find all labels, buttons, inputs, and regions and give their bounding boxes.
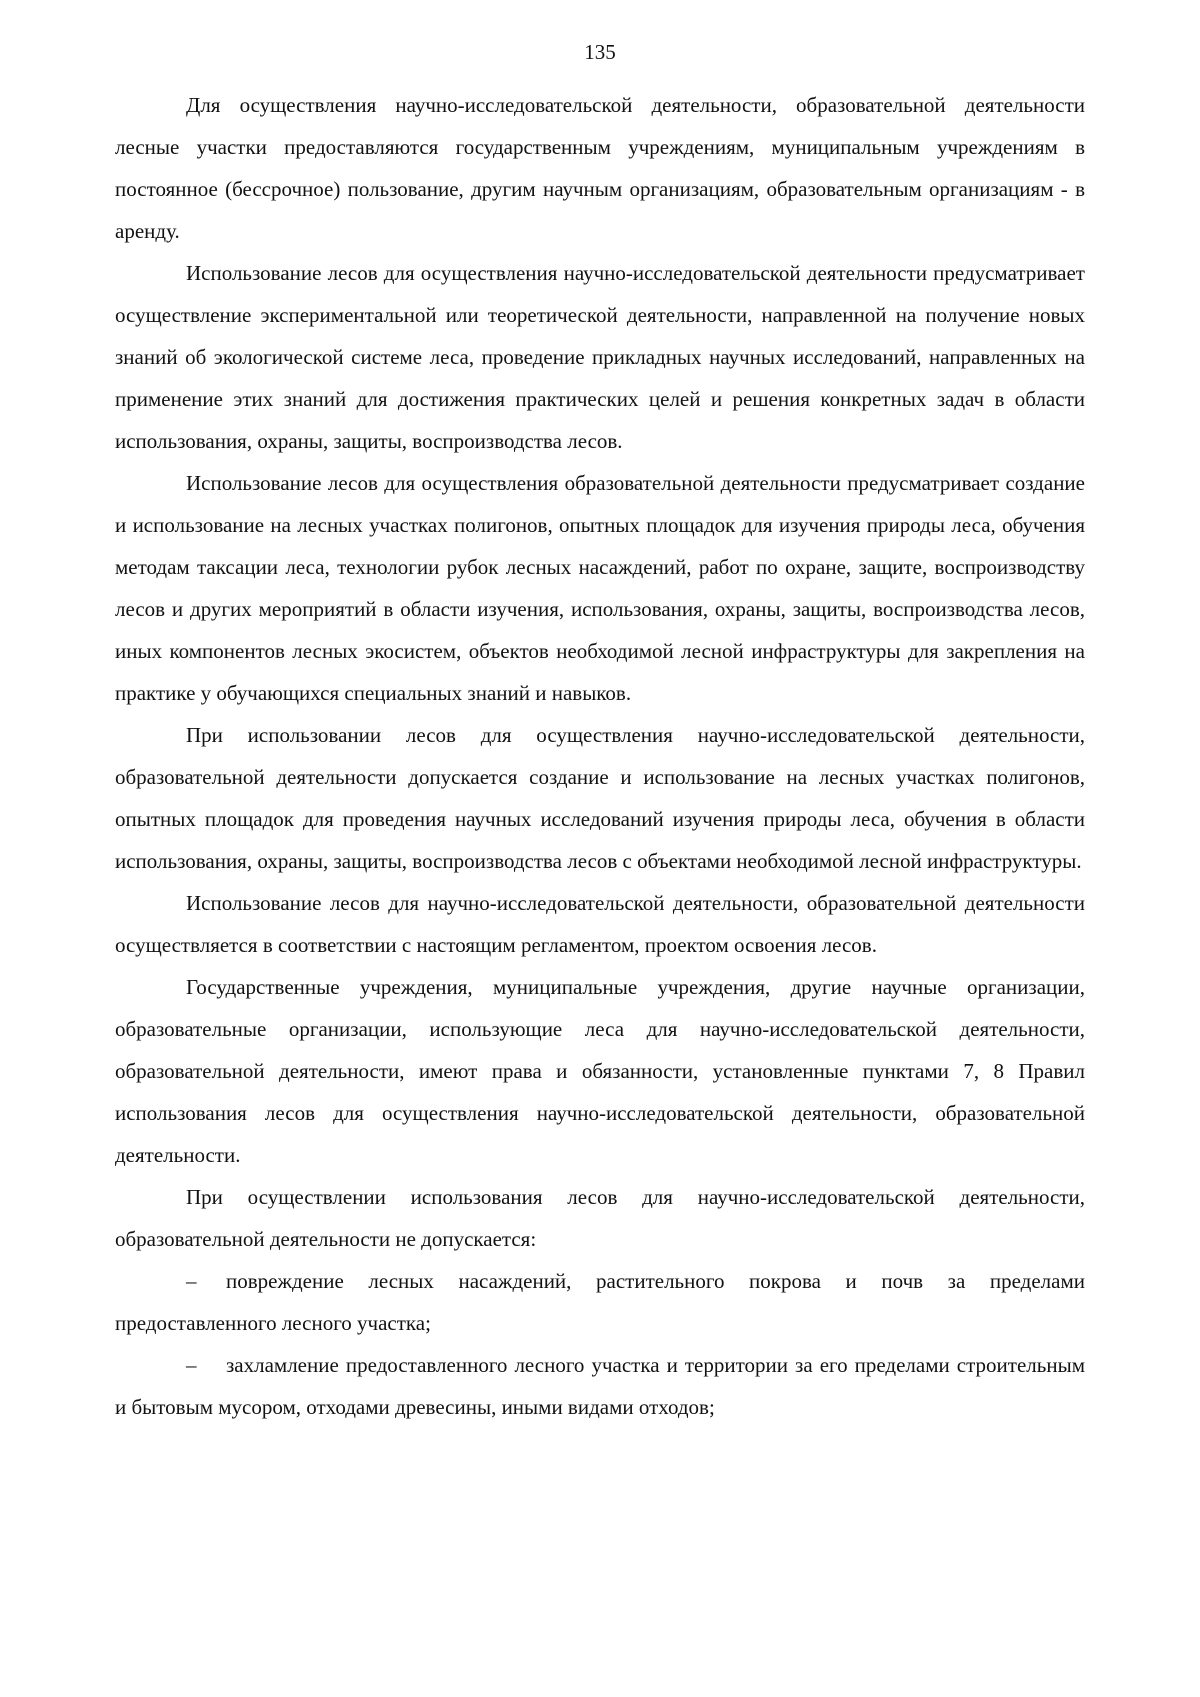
paragraph-regulatory-basis: Использование лесов для научно-исследовательской деятельности, образовательной деятельности осуществляется в соответствии с настоящим регламентом, проектом освоения лесов. [115, 891, 1085, 957]
list-item [115, 1260, 1085, 1344]
document-body [115, 84, 1085, 1428]
page-number: 135 [584, 40, 616, 64]
list-dash: – [186, 1269, 197, 1293]
list-dash: – [186, 1353, 197, 1377]
paragraph-research-and-education-land-allocation: Для осуществления научно-исследовательской деятельности, образовательной деятельности лесные участки предоставляются государственным учреждениям, муниципальным учреждениям в постоянное (бессрочное) пользование, другим научным организациям, образовательным организациям - в аренду. [115, 93, 1085, 243]
list-item-text: повреждение лесных насаждений, растительного покрова и почв за пределами предоставленного лесного участка; [115, 1269, 1085, 1335]
paragraph-research-activity-definition: Использование лесов для осуществления научно-исследовательской деятельности предусматривает осуществление экспериментальной или теоретической деятельности, направленной на получение новых знаний об экологической системе леса, проведение прикладных научных исследований, направленных на применение этих знаний для достижения практических целей и решения конкретных задач в области использования, охраны, защиты, воспроизводства лесов. [115, 261, 1085, 453]
paragraph-rights-and-obligations: Государственные учреждения, муниципальные учреждения, другие научные организации, образовательные организации, использующие леса для научно-исследовательской деятельности, образовательной деятельности, имеют права и обязанности, установленные пунктами 7, 8 Правил использования лесов для осуществления научно-исследовательской деятельности, образовательной деятельности. [115, 975, 1085, 1167]
paragraph-prohibitions-intro: При осуществлении использования лесов для научно-исследовательской деятельности, образовательной деятельности не допускается: [115, 1185, 1085, 1251]
paragraph-educational-activity-definition: Использование лесов для осуществления образовательной деятельности предусматривает создание и использование на лесных участках полигонов, опытных площадок для изучения природы леса, обучения методам таксации леса, технологии рубок лесных насаждений, работ по охране, защите, воспроизводству лесов и других мероприятий в области изучения, использования, охраны, защиты, воспроизводства лесов, иных компонентов лесных экосистем, объектов необходимой лесной инфраструктуры для закрепления на практике у обучающихся специальных знаний и навыков. [115, 471, 1085, 705]
list-item-text: захламление предоставленного лесного участка и территории за его пределами строительным и бытовым мусором, отходами древесины, иными видами отходов; [115, 1353, 1085, 1419]
paragraph-permitted-infrastructure: При использовании лесов для осуществления научно-исследовательской деятельности, образовательной деятельности допускается создание и использование на лесных участках полигонов, опытных площадок для проведения научных исследований изучения природы леса, обучения в области использования, охраны, защиты, воспроизводства лесов с объектами необходимой лесной инфраструктуры. [115, 723, 1085, 873]
list-item [115, 1344, 1085, 1428]
